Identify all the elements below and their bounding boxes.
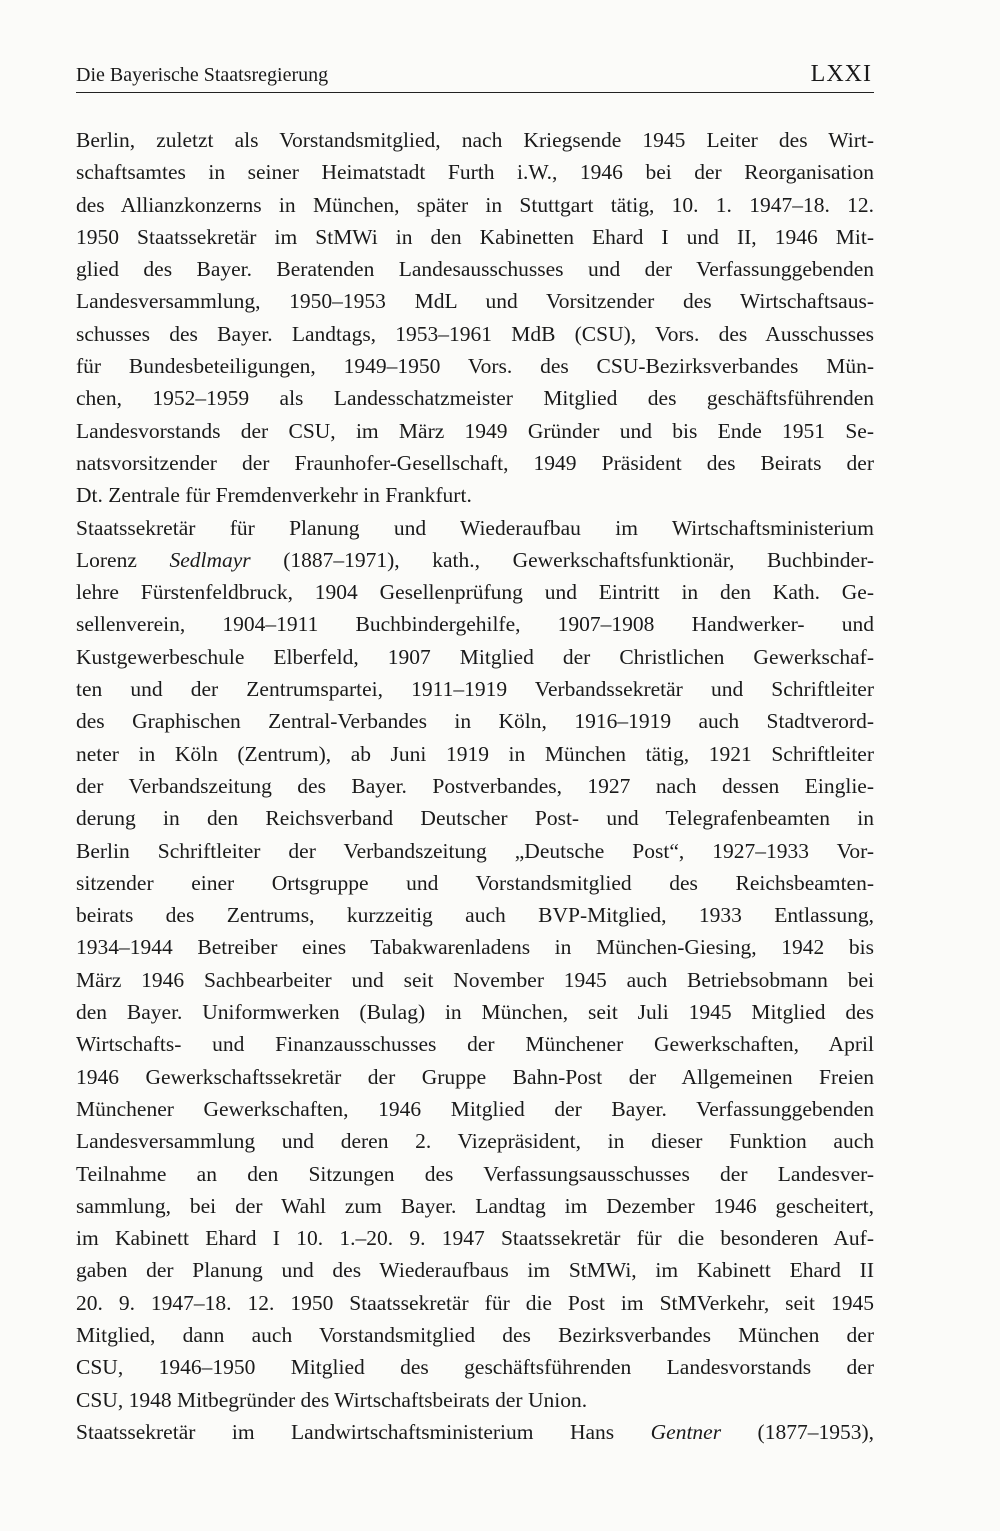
- text-line: Kustgewerbeschule Elberfeld, 1907 Mitglied der Christlichen Gewerkschaf-: [76, 644, 874, 669]
- text-line: [76, 544, 874, 576]
- text-line-segment: Staatssekretär im Landwirtschaftsministerium Hans: [76, 1419, 651, 1444]
- text-line: des Allianzkonzerns in München, später in Stuttgart tätig, 10. 1. 1947–18. 12.: [76, 192, 874, 217]
- text-line: im Kabinett Ehard I 10. 1.–20. 9. 1947 Staatssekretär für die besonderen Auf-: [76, 1226, 874, 1251]
- text-line: Staatssekretär für Planung und Wiederaufbau im Wirtschaftsministerium: [76, 515, 874, 540]
- text-line-segment: (1877–1953),: [721, 1419, 874, 1444]
- text-line: Teilnahme an den Sitzungen des Verfassungsausschusses der Landesver-: [76, 1161, 874, 1186]
- person-name-italic: Sedlmayr: [169, 547, 251, 572]
- text-line: der Verbandszeitung des Bayer. Postverbandes, 1927 nach dessen Einglie-: [76, 773, 874, 798]
- text-line: beirats des Zentrums, kurzzeitig auch BVP-Mitglied, 1933 Entlassung,: [76, 903, 874, 928]
- text-line: gaben der Planung und des Wiederaufbaus im StMWi, im Kabinett Ehard II: [76, 1258, 874, 1283]
- text-line: sammlung, bei der Wahl zum Bayer. Landtag im Dezember 1946 gescheitert,: [76, 1193, 874, 1218]
- text-line: glied des Bayer. Beratenden Landesausschusses und der Verfassunggebenden: [76, 257, 874, 282]
- text-line: Berlin, zuletzt als Vorstandsmitglied, nach Kriegsende 1945 Leiter des Wirt-: [76, 128, 874, 152]
- text-line-segment: Lorenz: [76, 547, 170, 572]
- text-line: Landesversammlung und deren 2. Vizepräsident, in dieser Funktion auch: [76, 1129, 874, 1154]
- text-line: sitzender einer Ortsgruppe und Vorstandsmitglied des Reichsbeamten-: [76, 870, 874, 895]
- person-name-italic: Gentner: [650, 1419, 722, 1444]
- text-line: ten und der Zentrumspartei, 1911–1919 Verbandssekretär und Schriftleiter: [76, 677, 874, 702]
- text-line: natsvorsitzender der Fraunhofer-Gesellschaft, 1949 Präsident des Beirats der: [76, 450, 874, 475]
- text-line: März 1946 Sachbearbeiter und seit November 1945 auch Betriebsobmann bei: [76, 967, 874, 992]
- text-line: Dt. Zentrale für Fremdenverkehr in Frankfurt.: [76, 483, 472, 508]
- text-line: schusses des Bayer. Landtags, 1953–1961 MdB (CSU), Vors. des Ausschusses: [76, 321, 874, 346]
- text-line-segment: (1887–1971), kath., Gewerkschaftsfunktionär, Buchbinder-: [250, 547, 874, 572]
- page-number: LXXI: [810, 61, 872, 87]
- text-line: lehre Fürstenfeldbruck, 1904 Gesellenprüfung und Eintritt in den Kath. Ge-: [76, 580, 874, 605]
- body-text: [76, 124, 874, 1448]
- text-line: Münchener Gewerkschaften, 1946 Mitglied der Bayer. Verfassunggebenden: [76, 1096, 874, 1121]
- text-line: 1946 Gewerkschaftssekretär der Gruppe Bahn-Post der Allgemeinen Freien: [76, 1064, 874, 1089]
- text-line: [76, 1416, 874, 1448]
- text-line: sellenverein, 1904–1911 Buchbindergehilfe, 1907–1908 Handwerker- und: [76, 612, 874, 637]
- running-head: [76, 62, 874, 93]
- text-line: derung in den Reichsverband Deutscher Post- und Telegrafenbeamten in: [76, 806, 874, 831]
- text-line: 1934–1944 Betreiber eines Tabakwarenladens in München-Giesing, 1942 bis: [76, 935, 874, 960]
- text-line: 1950 Staatssekretär im StMWi in den Kabinetten Ehard I und II, 1946 Mit-: [76, 224, 874, 249]
- text-line: Mitglied, dann auch Vorstandsmitglied des Bezirksverbandes München der: [76, 1322, 874, 1347]
- text-line: des Graphischen Zentral-Verbandes in Köln, 1916–1919 auch Stadtverord-: [76, 709, 874, 734]
- running-title: Die Bayerische Staatsregierung: [76, 64, 329, 86]
- text-line: Berlin Schriftleiter der Verbandszeitung „Deutsche Post“, 1927–1933 Vor-: [76, 838, 874, 863]
- text-line: neter in Köln (Zentrum), ab Juni 1919 in München tätig, 1921 Schriftleiter: [76, 741, 874, 766]
- text-line: für Bundesbeteiligungen, 1949–1950 Vors. des CSU-Bezirksverbandes Mün-: [76, 354, 874, 379]
- text-line: 20. 9. 1947–18. 12. 1950 Staatssekretär für die Post im StMVerkehr, seit 1945: [76, 1290, 874, 1315]
- text-line: Wirtschafts- und Finanzausschusses der Münchener Gewerkschaften, April: [76, 1032, 874, 1057]
- text-line: schaftsamtes in seiner Heimatstadt Furth i.W., 1946 bei der Reorganisation: [76, 160, 874, 185]
- text-line: den Bayer. Uniformwerken (Bulag) in München, seit Juli 1945 Mitglied des: [76, 1000, 874, 1025]
- text-line: CSU, 1948 Mitbegründer des Wirtschaftsbeirats der Union.: [76, 1387, 588, 1412]
- text-line: Landesvorstands der CSU, im März 1949 Gründer und bis Ende 1951 Se-: [76, 418, 874, 443]
- text-line: CSU, 1946–1950 Mitglied des geschäftsführenden Landesvorstands der: [76, 1355, 874, 1380]
- text-line: chen, 1952–1959 als Landesschatzmeister Mitglied des geschäftsführenden: [76, 386, 874, 411]
- text-line: Landesversammlung, 1950–1953 MdL und Vorsitzender des Wirtschaftsaus-: [76, 289, 874, 314]
